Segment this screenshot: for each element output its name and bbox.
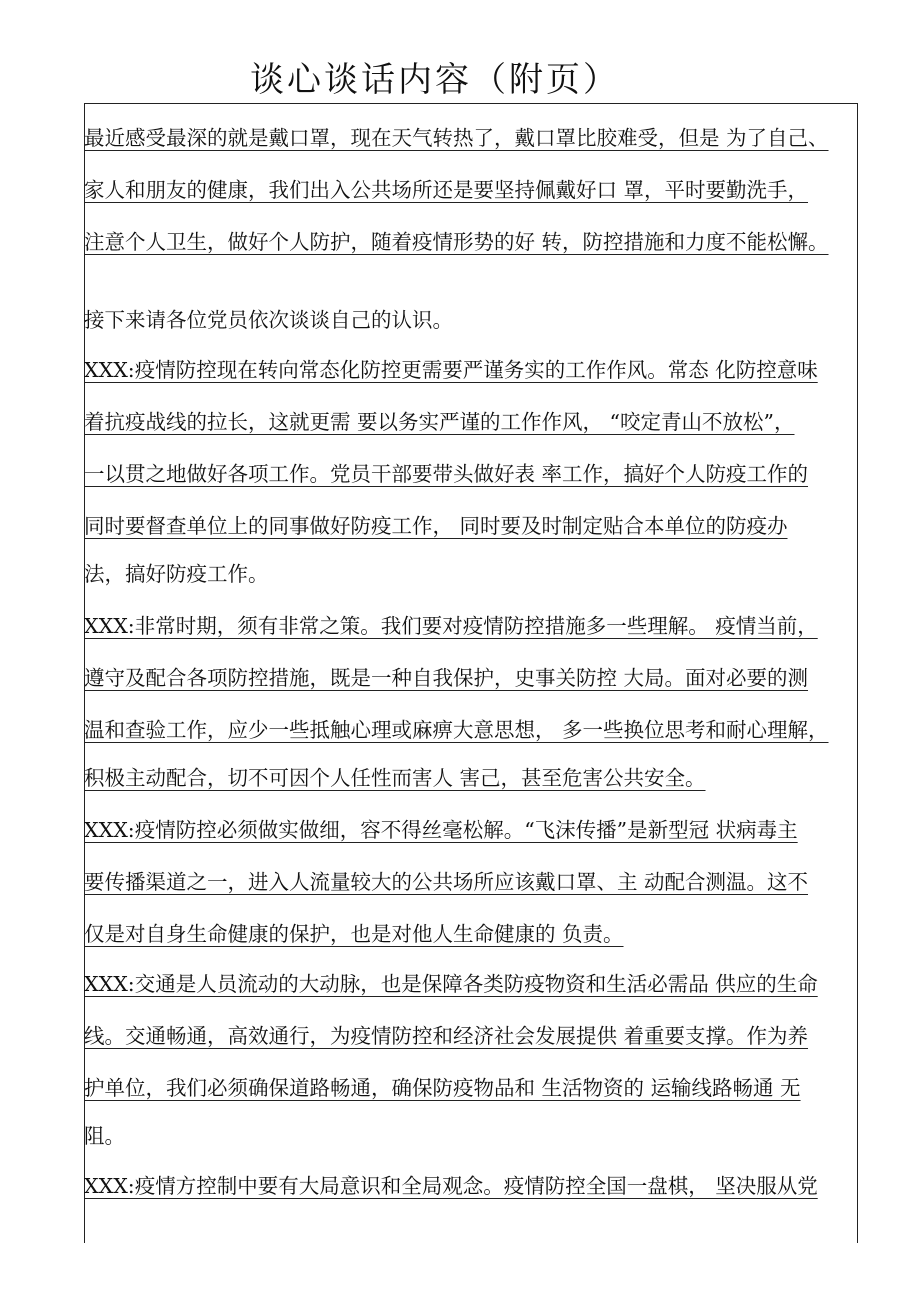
text-line: 注意个人卫生，做好个人防护，随着疫情形势的好 转，防控措施和力度不能松懈。 — [84, 230, 829, 254]
text-line: 温和查验工作，应少一些抵触心理或麻痹大意思想， 多一些换位思考和耐心理解， — [84, 718, 829, 742]
text-line: 一以贯之地做好各项工作。党员干部要带头做好表 率工作，搞好个人防疫工作的 — [84, 462, 809, 486]
text-line: 线。交通畅通，高效通行，为疫情防控和经济社会发展提供 着重要支撑。作为养 — [84, 1024, 809, 1048]
text-line: 法，搞好防疫工作。 — [84, 562, 269, 586]
text-line: XXX:疫情方控制中要有大局意识和全局观念。疫情防控全国一盘棋， 坚决服从党 — [84, 1174, 818, 1198]
text-line: 着抗疫战线的拉长，这就更需 要以务实严谨的工作作风， “咬定青山不放松”， — [84, 410, 795, 434]
text-line: 阻。 — [84, 1124, 125, 1148]
text-line: 接下来请各位党员依次谈谈自己的认识。 — [84, 308, 453, 332]
page-title: 谈心谈话内容（附页） — [250, 60, 620, 100]
text-line: XXX:非常时期，须有非常之策。我们要对疫情防控措施多一些理解。 疫情当前， — [84, 614, 818, 638]
text-line: XXX:疫情防控现在转向常态化防控更需要严谨务实的工作作风。常态 化防控意味 — [84, 358, 818, 382]
text-line: 同时要督查单位上的同事做好防疫工作， 同时要及时制定贴合本单位的防疫办 — [84, 514, 788, 538]
text-line: 积极主动配合，切不可因个人任性而害人 害己，甚至危害公共安全。 — [84, 766, 706, 790]
text-line: 最近感受最深的就是戴口罩，现在天气转热了，戴口罩比胶难受，但是 为了自己、 — [84, 126, 829, 150]
text-line: 遵守及配合各项防控措施，既是一种自我保护，史事关防控 大局。面对必要的测 — [84, 666, 809, 690]
text-line: 仅是对自身生命健康的保护，也是对他人生命健康的 负责。 — [84, 922, 624, 946]
text-line: XXX:疫情防控必须做实做细，容不得丝毫松解。“飞沫传播”是新型冠 状病毒主 — [84, 818, 798, 842]
text-line: 护单位，我们必须确保道路畅通，确保防疫物品和 生活物资的 运输线路畅通 无 — [84, 1076, 801, 1100]
text-line: 要传播渠道之一，进入人流量较大的公共场所应该戴口罩、主 动配合测温。这不 — [84, 870, 809, 894]
text-line: XXX:交通是人员流动的大动脉，也是保障各类防疫物资和生活必需品 供应的生命 — [84, 972, 818, 996]
text-line: 家人和朋友的健康，我们出入公共场所还是要坚持佩戴好口 罩，平时要勤洗手， — [84, 178, 809, 202]
